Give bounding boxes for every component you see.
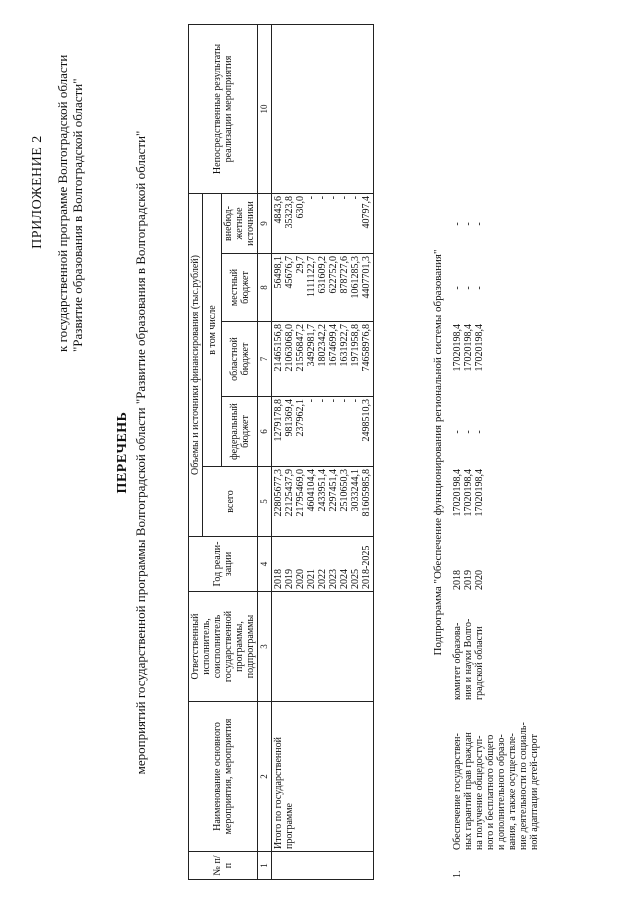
federal-value: 2498510,3: [361, 399, 372, 442]
regional-value: 1971958,8: [350, 324, 361, 367]
extra-value: 630,0: [295, 196, 306, 219]
item-1-name-line: ных гарантий прав граждан: [463, 732, 474, 850]
item-1-name-line: Обеспечение государствен-: [452, 733, 463, 850]
item-1-executor: [452, 592, 540, 702]
header-regional: областной бюджет: [222, 322, 258, 397]
regional-value: 21063068,0: [284, 324, 295, 372]
total-value: 4604104,4: [306, 469, 317, 512]
item-1-executor-line: градской области: [474, 626, 485, 700]
local-value: 622752,0: [328, 256, 339, 294]
appendix-block: [30, 32, 85, 352]
header-executor: Ответственный исполнитель, соисполнитель государственной программы, подпрограммы: [189, 592, 258, 702]
local-value: 29,7: [295, 256, 306, 274]
federal-value: -: [306, 399, 317, 403]
col-number: 4: [258, 537, 272, 592]
column-number-row: [258, 25, 272, 880]
federal-value: -: [317, 399, 328, 403]
header-total: всего: [203, 467, 258, 537]
total-value: 81605985,8: [361, 469, 372, 517]
total-value: 21795469,0: [295, 469, 306, 517]
appendix-line-2: "Развитие образования в Волгоградской области": [70, 78, 85, 352]
col-number: 10: [258, 25, 272, 194]
local-value: 4407701,3: [361, 256, 372, 299]
total-value: 22805677,3: [273, 469, 284, 517]
appendix-line-1: к государственной программе Волгоградской области: [55, 54, 70, 352]
regional-value: 3492981,7: [306, 324, 317, 367]
header-results: Непосредственные результаты реализации мероприятия: [189, 25, 258, 194]
total-value: 17020198,4: [452, 469, 463, 517]
regional-value: 21465156,8: [273, 324, 284, 372]
year-value: 2019: [463, 570, 474, 590]
regional-value: 74658976,8: [361, 324, 372, 372]
item-1-name: [452, 702, 540, 852]
item-1-executor-line: ния и науки Волго-: [463, 618, 474, 700]
extra-column: [272, 194, 374, 254]
item-1-name-line: ной адаптации детей-сирот: [529, 734, 540, 850]
item-1-name-line: и дополнительного образо-: [496, 734, 507, 850]
item-1-local: [452, 254, 540, 322]
federal-value: 981369,4: [284, 399, 295, 437]
header-volumes: Объемы и источники финансирования (тыс.рублей): [189, 194, 203, 537]
total-row: [272, 25, 374, 880]
item-1-name-line: ние деятельности по социаль-: [518, 722, 529, 850]
item-1-regional: [452, 322, 540, 397]
item-1-years: [452, 537, 540, 592]
year-value: 2021: [306, 569, 317, 589]
year-value: 2018: [273, 569, 284, 589]
extra-value: -: [317, 196, 328, 200]
col-number: 5: [258, 467, 272, 537]
item-1-extra: [452, 194, 540, 254]
item-1-name-line: ного и бесплатного общего: [485, 734, 496, 850]
local-value: 878727,6: [339, 256, 350, 294]
item-1-federal: [452, 397, 540, 467]
col-number: 1: [258, 852, 272, 880]
document-subtitle: мероприятий государственной программы Волгоградской области "Развитие образования в Волгоградской области": [133, 130, 148, 775]
item-1-executor-line: комитет образова-: [452, 622, 463, 700]
total-value: 17020198,4: [463, 469, 474, 517]
item-1-row: [452, 25, 540, 880]
regional-value: 1674699,4: [328, 324, 339, 367]
total-value: 2433951,4: [317, 469, 328, 512]
total-executor-cell: [272, 592, 374, 702]
item-1-name-line: вания, а также осуществле-: [507, 733, 518, 850]
col-number: 6: [258, 397, 272, 467]
year-value: 2025: [350, 569, 361, 589]
header-incl: в том числе: [203, 194, 222, 467]
total-results-cell: [272, 25, 374, 194]
federal-value: -: [350, 399, 361, 403]
federal-value: -: [328, 399, 339, 403]
header-year: Год реали-зации: [189, 537, 258, 592]
header-extra: внебюд-жетные источники: [222, 194, 258, 254]
col-number: 3: [258, 592, 272, 702]
item-1-num: 1.: [452, 870, 463, 878]
year-value: 2020: [474, 570, 485, 590]
regional-value: 21556847,2: [295, 324, 306, 372]
extra-value: -: [339, 196, 350, 200]
regional-column: [272, 322, 374, 397]
header-local: местный бюджет: [222, 254, 258, 322]
year-value: 2018: [452, 570, 463, 590]
local-value: 1111122,7: [306, 256, 317, 298]
extra-value: 4843,6: [273, 196, 284, 224]
extra-value: -: [474, 222, 485, 226]
local-value: 631609,2: [317, 256, 328, 294]
extra-value: -: [328, 196, 339, 200]
header-federal: федеральный бюджет: [222, 397, 258, 467]
federal-value: -: [339, 399, 350, 403]
federal-value: -: [452, 430, 463, 434]
federal-value: 1279178,8: [273, 399, 284, 442]
subprogram-title: Подпрограмма "Обеспечение функционирования региональной системы образования": [432, 249, 444, 656]
federal-value: -: [474, 430, 485, 434]
item-1-name-line: на получение общедоступ-: [474, 735, 485, 850]
appendix-title: ПРИЛОЖЕНИЕ 2: [30, 135, 45, 249]
year-value: 2019: [284, 569, 295, 589]
local-value: -: [474, 286, 485, 290]
col-number: 9: [258, 194, 272, 254]
federal-value: -: [463, 430, 474, 434]
document-title: ПЕРЕЧЕНЬ: [115, 411, 130, 494]
federal-column: [272, 397, 374, 467]
local-value: 1061285,3: [350, 256, 361, 299]
total-value: 3033244,1: [350, 469, 361, 512]
local-value: -: [452, 286, 463, 290]
regional-value: 17020198,4: [463, 324, 474, 372]
col-number: 8: [258, 254, 272, 322]
local-column: [272, 254, 374, 322]
year-value: 2023: [328, 569, 339, 589]
total-value: 22125437,9: [284, 469, 295, 517]
extra-value: 35323,8: [284, 196, 295, 229]
regional-value: 1631922,7: [339, 324, 350, 367]
year-value: 2022: [317, 569, 328, 589]
total-value: 2510650,3: [339, 469, 350, 512]
funding-table: [188, 24, 374, 880]
local-value: 45676,7: [284, 256, 295, 289]
year-value: 2018-2025: [361, 545, 372, 589]
regional-value: 1802342,2: [317, 324, 328, 367]
year-value: 2024: [339, 569, 350, 589]
extra-value: -: [463, 222, 474, 226]
federal-value: 237962,1: [295, 399, 306, 437]
extra-value: -: [350, 196, 361, 200]
total-num-cell: [272, 852, 374, 880]
local-value: 56498,1: [273, 256, 284, 289]
regional-value: 17020198,4: [452, 324, 463, 372]
total-value: 2297451,4: [328, 469, 339, 512]
extra-value: -: [452, 222, 463, 226]
total-value: 17020198,4: [474, 469, 485, 517]
year-column: [272, 537, 374, 592]
header-num: № п/п: [189, 852, 258, 880]
extra-value: 40797,4: [361, 196, 372, 229]
item-1-totals: [452, 467, 540, 537]
col-number: 7: [258, 322, 272, 397]
extra-value: -: [306, 196, 317, 200]
col-number: 2: [258, 702, 272, 852]
regional-value: 17020198,4: [474, 324, 485, 372]
total-column: [272, 467, 374, 537]
total-label: Итого по государственной программе: [272, 702, 374, 852]
header-name: Наименование основного мероприятия, мероприятия: [189, 702, 258, 852]
item-1-results: [452, 25, 540, 194]
year-value: 2020: [295, 569, 306, 589]
item-1-block: [452, 25, 540, 880]
local-value: -: [463, 286, 474, 290]
